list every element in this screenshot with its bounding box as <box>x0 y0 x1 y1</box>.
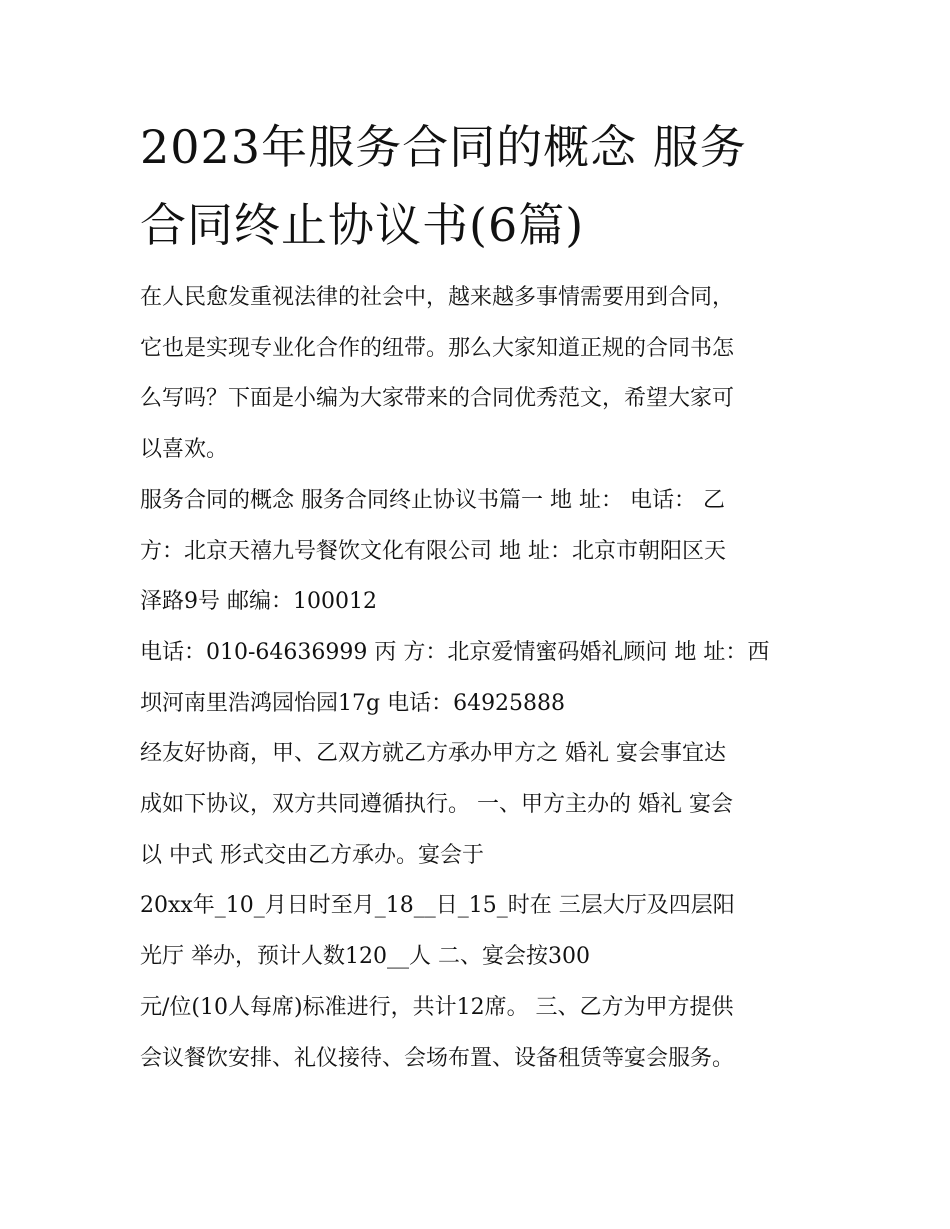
title-line: 2023年服务合同的概念 服务 <box>140 120 747 174</box>
paragraph-line: 在人民愈发重视法律的社会中，越来越多事情需要用到合同， <box>140 285 735 310</box>
document-body <box>140 273 820 1084</box>
paragraph-line: 以 中式 形式交由乙方承办。宴会于 <box>140 842 484 868</box>
pricing-paragraph <box>140 983 820 1084</box>
schedule-paragraph <box>140 881 820 982</box>
paragraph-line: 经友好协商，甲、乙双方就乙方承办甲方之 婚礼 宴会事宜达 <box>140 741 726 767</box>
paragraph-line: 会议餐饮安排、礼仪接待、会场布置、设备租赁等宴会服务。 <box>140 1045 735 1071</box>
agreement-paragraph <box>140 729 820 881</box>
paragraph-line: 服务合同的概念 服务合同终止协议书篇一 地 址： 电话： 乙 <box>140 487 725 513</box>
parties-paragraph <box>140 476 820 628</box>
paragraph-line: 坝河南里浩鸿园怡园17g 电话：64925888 <box>140 690 566 716</box>
title-line: 合同终止协议书(6篇) <box>140 198 585 252</box>
paragraph-line: 20xx年_10_月日时至月_18__日_15_时在 三层大厅及四层阳 <box>140 893 735 919</box>
paragraph-line: 元/位(10人每席)标准进行，共计12席。 三、乙方为甲方提供 <box>140 994 734 1020</box>
paragraph-line: 电话：010-64636999 丙 方：北京爱情蜜码婚礼顾问 地 址：西 <box>140 639 770 665</box>
paragraph-line: 光厅 举办，预计人数120__人 二、宴会按300 <box>140 944 590 970</box>
paragraph-line: 么写吗？下面是小编为大家带来的合同优秀范文，希望大家可 <box>140 386 735 412</box>
paragraph-line: 成如下协议，双方共同遵循执行。 一、甲方主办的 婚礼 宴会 <box>140 792 733 818</box>
paragraph-line: 以喜欢。 <box>140 437 229 463</box>
document-title <box>140 108 820 264</box>
intro-paragraph <box>140 273 820 476</box>
party-c-paragraph <box>140 628 820 729</box>
paragraph-line: 泽路9号 邮编：100012 <box>140 589 377 615</box>
paragraph-line: 方：北京天禧九号餐饮文化有限公司 地 址：北京市朝阳区天 <box>140 538 726 564</box>
paragraph-line: 它也是实现专业化合作的纽带。那么大家知道正规的合同书怎 <box>140 335 735 361</box>
